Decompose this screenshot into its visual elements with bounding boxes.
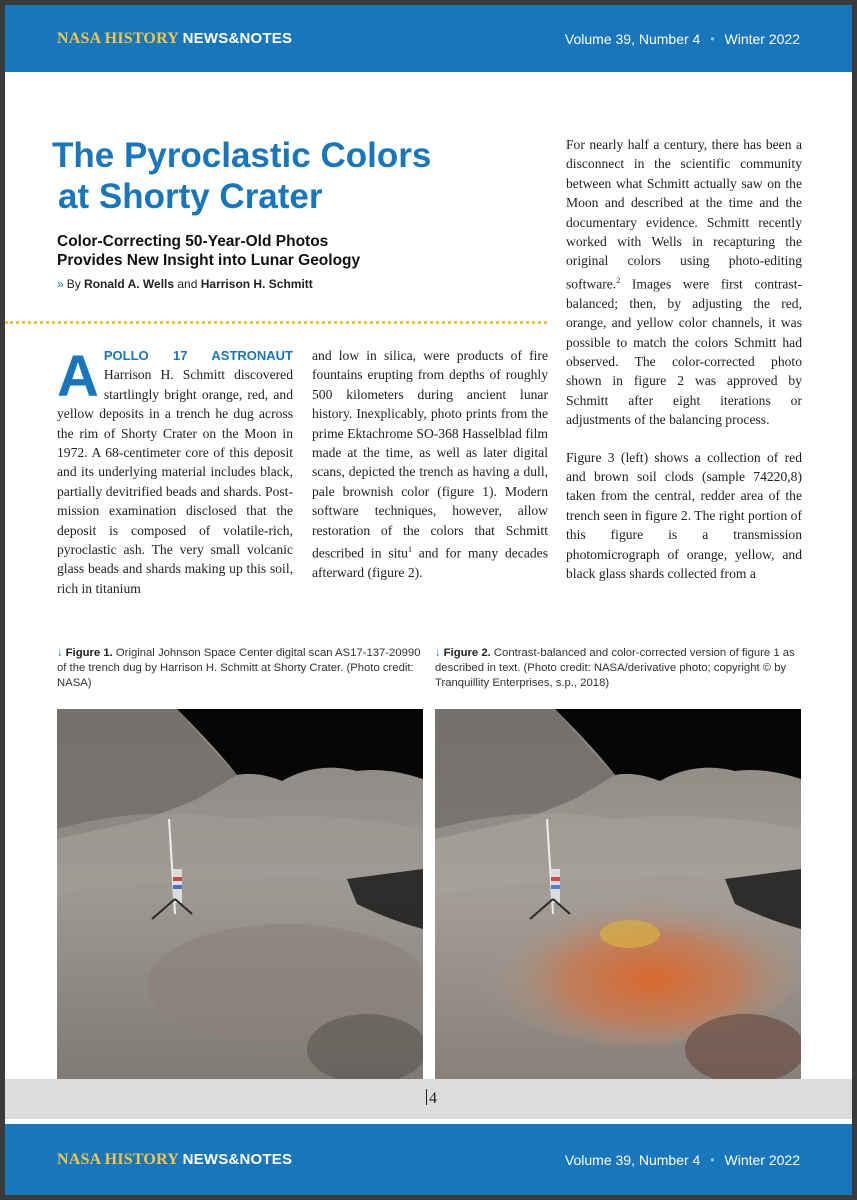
footnote-2-ref[interactable]: 2	[616, 275, 621, 285]
byline-and: and	[174, 277, 201, 291]
column-1-text: Harrison H. Schmitt discovered startlingly bright orange, red, and yellow deposits in a trench he dug across the rim of Shorty Crater on the Moon in 1972. A 68-centimeter core of this deposit and its underlying material includes black, partially devitrified beads and shards. Post-mission examination disclosed that the deposit is composed of volatile-rich, pyroclastic ash. The very small volcanic glass beads and shards making up this soil, rich in titanium	[57, 367, 293, 596]
issue-info	[565, 1152, 800, 1168]
article-subtitle	[57, 232, 527, 270]
subtitle-line-2: Provides New Insight into Lunar Geology	[57, 252, 361, 269]
figure-1-caption-text: Original Johnson Space Center digital scan AS17-137-20990 of the trench dug by Harrison H. Schmitt at Shorty Crater. (Photo credit: NASA)	[57, 647, 421, 689]
issue-season: Winter 2022	[724, 1151, 800, 1168]
body-column-2	[312, 346, 548, 582]
column-3-text-a: For nearly half a century, there has been a disconnect in the scientific community between what Schmitt actually saw on the Moon and described at the time and the documentary evidence. Schmitt recently worked with Wells in recapturing the original colors using photo-editing software.	[566, 137, 802, 292]
figure-2-caption	[435, 646, 805, 691]
body-column-3	[566, 135, 802, 583]
byline-arrows: »	[57, 277, 64, 291]
masthead-news-notes: NEWS&NOTES	[182, 29, 293, 47]
volume-number: Volume 39, Number 4	[564, 1151, 701, 1168]
down-arrow-icon: ↓	[435, 647, 441, 659]
body-paragraph	[312, 346, 548, 582]
lead-in: POLLO 17 ASTRONAUT	[103, 348, 293, 363]
byline-by: By	[66, 277, 85, 291]
volume-number: Volume 39, Number 4	[564, 30, 701, 47]
figure-1-photo	[57, 709, 423, 1079]
masthead-nasa-history: NASA HISTORY	[57, 29, 183, 47]
drop-cap: A	[57, 344, 99, 409]
figure-1-label: Figure 1.	[65, 647, 113, 659]
column-2-text-b: and for many decades afterward (figure 2).	[312, 545, 548, 580]
author-wells: Ronald A. Wells	[84, 277, 175, 291]
footer-banner	[5, 1124, 852, 1195]
footnote-1-ref[interactable]: 1	[407, 545, 412, 555]
figure-2-photo	[435, 709, 801, 1079]
lunar-surface-photo-corrected	[435, 709, 801, 1079]
masthead	[57, 30, 292, 48]
issue-season: Winter 2022	[724, 30, 800, 47]
column-2-text-a: and low in silica, were products of fire fountains erupting from depths of roughly 500 kilometers during ancient lunar history. Inexplicably, photo prints from the prime Ektachrome SO-368 Hasselblad film made at the time, as well as later digital scans, depicted the trench as having a dull, pale brownish color (figure 1). Modern software techniques, however, allow restoration of the colors that Schmitt described in situ	[312, 348, 548, 561]
lunar-surface-photo-original	[57, 709, 423, 1079]
bullet-separator: •	[710, 31, 715, 46]
byline	[57, 277, 313, 291]
column-3-text-b: Images were first contrast-balanced; then, by adjusting the red, orange, and yellow color channels, it was possible to match the colors Schmitt had observed. The color-corrected photo shown in figure 2 was approved by Schmitt after eight iterations or adjustments of the balancing process.	[566, 276, 802, 428]
article-title	[52, 135, 522, 217]
down-arrow-icon: ↓	[57, 647, 63, 659]
bullet-separator: •	[710, 1152, 715, 1167]
body-paragraph	[566, 135, 802, 430]
masthead	[57, 1151, 292, 1169]
masthead-news-notes: NEWS&NOTES	[182, 1150, 293, 1168]
header-banner	[5, 5, 852, 72]
page-number: 4	[426, 1089, 437, 1108]
masthead-nasa-history: NASA HISTORY	[57, 1150, 183, 1168]
figure-2-caption-text: Contrast-balanced and color-corrected version of figure 1 as described in text. (Photo credit: NASA/derivative photo; copyright © by Tranquillity Enterprises, s.p., 2018)	[435, 647, 795, 689]
body-paragraph: Figure 3 (left) shows a collection of red and brown soil clods (sample 74220,8) taken from the central, redder area of the trench seen in figure 2. The right portion of this figure is a transmission photomicrograph of orange, yellow, and black glass shards collected from a	[566, 449, 802, 582]
title-line-1: The Pyroclastic Colors	[52, 136, 432, 175]
figure-2-label: Figure 2.	[443, 647, 491, 659]
figure-1-caption	[57, 646, 427, 691]
body-paragraph	[57, 346, 293, 598]
dotted-divider	[5, 321, 547, 324]
newsletter-page	[5, 5, 852, 1195]
issue-info	[565, 31, 800, 47]
author-schmitt: Harrison H. Schmitt	[200, 277, 313, 291]
title-line-2: at Shorty Crater	[58, 177, 323, 216]
body-column-1	[57, 346, 293, 598]
subtitle-line-1: Color-Correcting 50-Year-Old Photos	[57, 233, 329, 250]
